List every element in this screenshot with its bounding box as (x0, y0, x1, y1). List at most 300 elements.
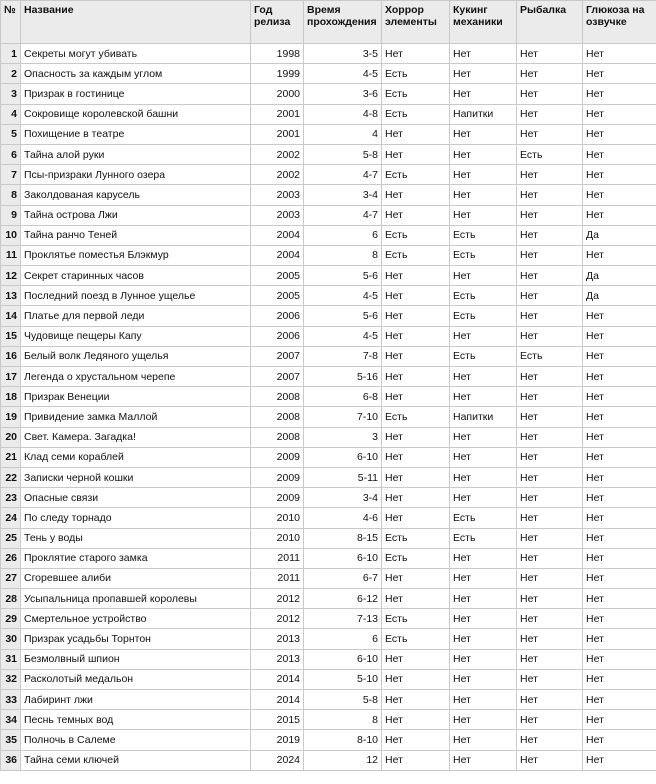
cell-fishing[interactable]: Есть (517, 346, 583, 366)
row-number[interactable]: 5 (1, 124, 21, 144)
cell-time[interactable]: 7-8 (304, 346, 382, 366)
cell-fishing[interactable]: Нет (517, 44, 583, 64)
cell-fishing[interactable]: Нет (517, 205, 583, 225)
cell-year[interactable]: 2010 (251, 528, 304, 548)
cell-glitch[interactable]: Нет (583, 104, 656, 124)
cell-fishing[interactable]: Нет (517, 690, 583, 710)
cell-horror[interactable]: Нет (382, 750, 450, 770)
cell-title[interactable]: Чудовище пещеры Капу (21, 326, 251, 346)
cell-year[interactable]: 2010 (251, 508, 304, 528)
cell-time[interactable]: 4-7 (304, 165, 382, 185)
cell-title[interactable]: Призрак в гостинице (21, 84, 251, 104)
cell-cooking[interactable]: Есть (450, 346, 517, 366)
cell-glitch[interactable]: Нет (583, 165, 656, 185)
row-number[interactable]: 9 (1, 205, 21, 225)
cell-glitch[interactable]: Нет (583, 84, 656, 104)
cell-cooking[interactable]: Нет (450, 649, 517, 669)
cell-title[interactable]: Лабиринт лжи (21, 690, 251, 710)
cell-year[interactable]: 2007 (251, 346, 304, 366)
cell-horror[interactable]: Нет (382, 508, 450, 528)
cell-title[interactable]: Сгоревшее алиби (21, 568, 251, 588)
cell-horror[interactable]: Нет (382, 690, 450, 710)
cell-horror[interactable]: Есть (382, 84, 450, 104)
table-row (1, 690, 656, 710)
cell-cooking[interactable]: Есть (450, 306, 517, 326)
cell-glitch[interactable]: Нет (583, 427, 656, 447)
cell-fishing[interactable]: Нет (517, 407, 583, 427)
cell-horror[interactable]: Есть (382, 609, 450, 629)
row-number[interactable]: 3 (1, 84, 21, 104)
cell-year[interactable]: 2004 (251, 245, 304, 265)
cell-time[interactable]: 8-10 (304, 730, 382, 750)
cell-cooking[interactable]: Нет (450, 629, 517, 649)
cell-title[interactable]: Тайна ранчо Теней (21, 225, 251, 245)
cell-fishing[interactable]: Нет (517, 104, 583, 124)
cell-glitch[interactable]: Нет (583, 589, 656, 609)
cell-fishing[interactable]: Нет (517, 669, 583, 689)
cell-cooking[interactable]: Есть (450, 225, 517, 245)
cell-year[interactable]: 2001 (251, 124, 304, 144)
cell-glitch[interactable]: Нет (583, 64, 656, 84)
cell-horror[interactable]: Нет (382, 669, 450, 689)
cell-glitch[interactable]: Нет (583, 669, 656, 689)
cell-fishing[interactable]: Нет (517, 427, 583, 447)
cell-year[interactable]: 1999 (251, 64, 304, 84)
cell-cooking[interactable]: Есть (450, 508, 517, 528)
cell-time[interactable]: 5-11 (304, 467, 382, 487)
cell-time[interactable]: 8 (304, 245, 382, 265)
row-number[interactable]: 11 (1, 245, 21, 265)
cell-title[interactable]: Песнь темных вод (21, 710, 251, 730)
cell-title[interactable]: Заколдованая карусель (21, 185, 251, 205)
row-number[interactable]: 13 (1, 286, 21, 306)
cell-title[interactable]: Расколотый медальон (21, 669, 251, 689)
cell-glitch[interactable]: Нет (583, 629, 656, 649)
cell-glitch[interactable]: Нет (583, 44, 656, 64)
cell-fishing[interactable]: Нет (517, 165, 583, 185)
cell-horror[interactable]: Есть (382, 407, 450, 427)
row-number[interactable]: 10 (1, 225, 21, 245)
cell-fishing[interactable]: Нет (517, 750, 583, 770)
cell-time[interactable]: 5-8 (304, 144, 382, 164)
cell-title[interactable]: По следу торнадо (21, 508, 251, 528)
cell-year[interactable]: 2008 (251, 427, 304, 447)
cell-time[interactable]: 6-8 (304, 387, 382, 407)
cell-title[interactable]: Тайна алой руки (21, 144, 251, 164)
cell-cooking[interactable]: Нет (450, 84, 517, 104)
table-row (1, 367, 656, 387)
cell-horror[interactable]: Нет (382, 346, 450, 366)
cell-time[interactable]: 5-8 (304, 690, 382, 710)
cell-horror[interactable]: Нет (382, 730, 450, 750)
cell-horror[interactable]: Нет (382, 144, 450, 164)
cell-year[interactable]: 2015 (251, 710, 304, 730)
cell-cooking[interactable]: Нет (450, 64, 517, 84)
cell-cooking[interactable]: Нет (450, 367, 517, 387)
cell-fishing[interactable]: Нет (517, 64, 583, 84)
row-number[interactable]: 26 (1, 548, 21, 568)
cell-fishing[interactable]: Нет (517, 609, 583, 629)
cell-year[interactable]: 2013 (251, 629, 304, 649)
cell-glitch[interactable]: Нет (583, 205, 656, 225)
cell-year[interactable]: 1998 (251, 44, 304, 64)
cell-glitch[interactable]: Нет (583, 447, 656, 467)
row-number[interactable]: 22 (1, 467, 21, 487)
cell-horror[interactable]: Нет (382, 44, 450, 64)
cell-fishing[interactable]: Нет (517, 245, 583, 265)
cell-time[interactable]: 4-7 (304, 205, 382, 225)
cell-year[interactable]: 2009 (251, 467, 304, 487)
cell-horror[interactable]: Нет (382, 568, 450, 588)
cell-cooking[interactable]: Нет (450, 447, 517, 467)
cell-cooking[interactable]: Нет (450, 589, 517, 609)
cell-fishing[interactable]: Нет (517, 467, 583, 487)
header-title[interactable]: Название (21, 1, 251, 44)
cell-cooking[interactable]: Нет (450, 467, 517, 487)
cell-glitch[interactable]: Нет (583, 326, 656, 346)
cell-fishing[interactable]: Нет (517, 124, 583, 144)
cell-fishing[interactable]: Нет (517, 710, 583, 730)
cell-time[interactable]: 4-5 (304, 326, 382, 346)
cell-title[interactable]: Опасность за каждым углом (21, 64, 251, 84)
cell-time[interactable]: 3 (304, 427, 382, 447)
cell-horror[interactable]: Нет (382, 367, 450, 387)
cell-horror[interactable]: Нет (382, 488, 450, 508)
cell-time[interactable]: 6-12 (304, 589, 382, 609)
cell-cooking[interactable]: Нет (450, 124, 517, 144)
cell-year[interactable]: 2003 (251, 205, 304, 225)
cell-title[interactable]: Привидение замка Маллой (21, 407, 251, 427)
cell-time[interactable]: 4 (304, 124, 382, 144)
cell-horror[interactable]: Есть (382, 225, 450, 245)
row-number[interactable]: 21 (1, 447, 21, 467)
cell-title[interactable]: Усыпальница пропавшей королевы (21, 589, 251, 609)
cell-year[interactable]: 2013 (251, 649, 304, 669)
row-number[interactable]: 27 (1, 568, 21, 588)
table-row (1, 508, 656, 528)
cell-time[interactable]: 5-16 (304, 367, 382, 387)
cell-time[interactable]: 3-4 (304, 185, 382, 205)
cell-cooking[interactable]: Нет (450, 44, 517, 64)
header-num[interactable]: № (1, 1, 21, 44)
cell-glitch[interactable]: Нет (583, 568, 656, 588)
cell-glitch[interactable]: Нет (583, 548, 656, 568)
cell-horror[interactable]: Есть (382, 245, 450, 265)
cell-time[interactable]: 3-5 (304, 44, 382, 64)
cell-horror[interactable]: Есть (382, 528, 450, 548)
cell-fishing[interactable]: Нет (517, 508, 583, 528)
cell-title[interactable]: Легенда о хрустальном черепе (21, 367, 251, 387)
row-number[interactable]: 29 (1, 609, 21, 629)
cell-cooking[interactable]: Нет (450, 730, 517, 750)
cell-cooking[interactable]: Нет (450, 165, 517, 185)
row-number[interactable]: 15 (1, 326, 21, 346)
cell-horror[interactable]: Есть (382, 104, 450, 124)
cell-glitch[interactable]: Нет (583, 508, 656, 528)
cell-fishing[interactable]: Нет (517, 528, 583, 548)
cell-title[interactable]: Тайна острова Лжи (21, 205, 251, 225)
cell-time[interactable]: 5-6 (304, 266, 382, 286)
cell-title[interactable]: Секреты могут убивать (21, 44, 251, 64)
header-cooking[interactable]: Кукинг механики (450, 1, 517, 44)
cell-time[interactable]: 6 (304, 225, 382, 245)
row-number[interactable]: 4 (1, 104, 21, 124)
table-row (1, 488, 656, 508)
cell-fishing[interactable]: Нет (517, 488, 583, 508)
cell-fishing[interactable]: Нет (517, 548, 583, 568)
cell-year[interactable]: 2005 (251, 286, 304, 306)
cell-year[interactable]: 2008 (251, 387, 304, 407)
cell-cooking[interactable]: Напитки (450, 407, 517, 427)
row-number[interactable]: 8 (1, 185, 21, 205)
cell-glitch[interactable]: Нет (583, 467, 656, 487)
cell-glitch[interactable]: Да (583, 286, 656, 306)
cell-horror[interactable]: Есть (382, 64, 450, 84)
row-number[interactable]: 17 (1, 367, 21, 387)
cell-title[interactable]: Последний поезд в Лунное ущелье (21, 286, 251, 306)
cell-fishing[interactable]: Нет (517, 326, 583, 346)
row-number[interactable]: 25 (1, 528, 21, 548)
cell-horror[interactable]: Нет (382, 447, 450, 467)
cell-year[interactable]: 2007 (251, 367, 304, 387)
row-number[interactable]: 1 (1, 44, 21, 64)
row-number[interactable]: 19 (1, 407, 21, 427)
cell-horror[interactable]: Есть (382, 548, 450, 568)
cell-year[interactable]: 2009 (251, 488, 304, 508)
cell-year[interactable]: 2012 (251, 609, 304, 629)
cell-cooking[interactable]: Нет (450, 266, 517, 286)
cell-cooking[interactable]: Нет (450, 609, 517, 629)
cell-title[interactable]: Тайна семи ключей (21, 750, 251, 770)
cell-year[interactable]: 2006 (251, 326, 304, 346)
cell-cooking[interactable]: Есть (450, 245, 517, 265)
cell-horror[interactable]: Нет (382, 306, 450, 326)
cell-glitch[interactable]: Нет (583, 367, 656, 387)
row-number[interactable]: 18 (1, 387, 21, 407)
cell-title[interactable]: Тень у воды (21, 528, 251, 548)
row-number[interactable]: 31 (1, 649, 21, 669)
cell-time[interactable]: 4-6 (304, 508, 382, 528)
cell-fishing[interactable]: Нет (517, 730, 583, 750)
row-number[interactable]: 16 (1, 346, 21, 366)
cell-time[interactable]: 3-4 (304, 488, 382, 508)
cell-year[interactable]: 2014 (251, 690, 304, 710)
cell-fishing[interactable]: Нет (517, 286, 583, 306)
cell-title[interactable]: Платье для первой леди (21, 306, 251, 326)
cell-cooking[interactable]: Напитки (450, 104, 517, 124)
row-number[interactable]: 23 (1, 488, 21, 508)
cell-glitch[interactable]: Да (583, 266, 656, 286)
row-number[interactable]: 32 (1, 669, 21, 689)
cell-time[interactable]: 5-10 (304, 669, 382, 689)
cell-time[interactable]: 7-13 (304, 609, 382, 629)
cell-glitch[interactable]: Нет (583, 649, 656, 669)
cell-title[interactable]: Проклятие старого замка (21, 548, 251, 568)
cell-horror[interactable]: Есть (382, 165, 450, 185)
cell-title[interactable]: Призрак Венеции (21, 387, 251, 407)
cell-time[interactable]: 6 (304, 629, 382, 649)
cell-time[interactable]: 3-6 (304, 84, 382, 104)
cell-glitch[interactable]: Нет (583, 750, 656, 770)
cell-glitch[interactable]: Да (583, 225, 656, 245)
cell-title[interactable]: Полночь в Салеме (21, 730, 251, 750)
header-glitch[interactable]: Глюкоза на озвучке (583, 1, 656, 44)
cell-cooking[interactable]: Нет (450, 750, 517, 770)
cell-glitch[interactable]: Нет (583, 144, 656, 164)
cell-glitch[interactable]: Нет (583, 730, 656, 750)
cell-title[interactable]: Смертельное устройство (21, 609, 251, 629)
cell-cooking[interactable]: Нет (450, 710, 517, 730)
cell-title[interactable]: Белый волк Ледяного ущелья (21, 346, 251, 366)
row-number[interactable]: 24 (1, 508, 21, 528)
cell-title[interactable]: Призрак усадьбы Торнтон (21, 629, 251, 649)
row-number[interactable]: 12 (1, 266, 21, 286)
cell-horror[interactable]: Нет (382, 326, 450, 346)
cell-year[interactable]: 2002 (251, 144, 304, 164)
cell-horror[interactable]: Нет (382, 710, 450, 730)
cell-year[interactable]: 2005 (251, 266, 304, 286)
cell-title[interactable]: Сокровище королевской башни (21, 104, 251, 124)
cell-horror[interactable]: Нет (382, 205, 450, 225)
cell-fishing[interactable]: Нет (517, 225, 583, 245)
row-number[interactable]: 6 (1, 144, 21, 164)
header-time[interactable]: Время прохождения (304, 1, 382, 44)
cell-fishing[interactable]: Нет (517, 367, 583, 387)
cell-cooking[interactable]: Нет (450, 427, 517, 447)
cell-glitch[interactable]: Нет (583, 306, 656, 326)
cell-year[interactable]: 2003 (251, 185, 304, 205)
cell-time[interactable]: 8 (304, 710, 382, 730)
cell-title[interactable]: Секрет старинных часов (21, 266, 251, 286)
cell-cooking[interactable]: Нет (450, 669, 517, 689)
row-number[interactable]: 7 (1, 165, 21, 185)
cell-horror[interactable]: Нет (382, 589, 450, 609)
cell-horror[interactable]: Нет (382, 427, 450, 447)
cell-glitch[interactable]: Нет (583, 124, 656, 144)
cell-cooking[interactable]: Нет (450, 690, 517, 710)
cell-cooking[interactable]: Нет (450, 488, 517, 508)
cell-horror[interactable]: Нет (382, 124, 450, 144)
cell-horror[interactable]: Нет (382, 266, 450, 286)
cell-time[interactable]: 7-10 (304, 407, 382, 427)
cell-glitch[interactable]: Нет (583, 185, 656, 205)
cell-fishing[interactable]: Нет (517, 568, 583, 588)
cell-year[interactable]: 2002 (251, 165, 304, 185)
header-year[interactable]: Год релиза (251, 1, 304, 44)
row-number[interactable]: 30 (1, 629, 21, 649)
cell-horror[interactable]: Нет (382, 649, 450, 669)
row-number[interactable]: 34 (1, 710, 21, 730)
cell-time[interactable]: 4-5 (304, 286, 382, 306)
cell-title[interactable]: Похищение в театре (21, 124, 251, 144)
cell-fishing[interactable]: Нет (517, 306, 583, 326)
cell-time[interactable]: 12 (304, 750, 382, 770)
cell-glitch[interactable]: Нет (583, 690, 656, 710)
row-number[interactable]: 33 (1, 690, 21, 710)
cell-time[interactable]: 4-8 (304, 104, 382, 124)
cell-year[interactable]: 2014 (251, 669, 304, 689)
cell-horror[interactable]: Нет (382, 387, 450, 407)
cell-glitch[interactable]: Нет (583, 609, 656, 629)
cell-fishing[interactable]: Нет (517, 649, 583, 669)
cell-time[interactable]: 6-10 (304, 649, 382, 669)
cell-horror[interactable]: Нет (382, 286, 450, 306)
cell-cooking[interactable]: Есть (450, 286, 517, 306)
row-number[interactable]: 14 (1, 306, 21, 326)
cell-cooking[interactable]: Нет (450, 205, 517, 225)
cell-horror[interactable]: Нет (382, 467, 450, 487)
cell-glitch[interactable]: Нет (583, 387, 656, 407)
cell-fishing[interactable]: Нет (517, 387, 583, 407)
cell-cooking[interactable]: Нет (450, 144, 517, 164)
cell-glitch[interactable]: Нет (583, 488, 656, 508)
cell-title[interactable]: Псы-призраки Лунного озера (21, 165, 251, 185)
cell-year[interactable]: 2000 (251, 84, 304, 104)
cell-time[interactable]: 8-15 (304, 528, 382, 548)
header-fishing[interactable]: Рыбалка (517, 1, 583, 44)
cell-time[interactable]: 6-10 (304, 447, 382, 467)
cell-year[interactable]: 2008 (251, 407, 304, 427)
cell-year[interactable]: 2011 (251, 568, 304, 588)
cell-year[interactable]: 2004 (251, 225, 304, 245)
cell-year[interactable]: 2019 (251, 730, 304, 750)
cell-year[interactable]: 2001 (251, 104, 304, 124)
cell-fishing[interactable]: Нет (517, 589, 583, 609)
cell-glitch[interactable]: Нет (583, 346, 656, 366)
cell-fishing[interactable]: Нет (517, 84, 583, 104)
cell-year[interactable]: 2024 (251, 750, 304, 770)
row-number[interactable]: 20 (1, 427, 21, 447)
row-number[interactable]: 35 (1, 730, 21, 750)
cell-glitch[interactable]: Нет (583, 407, 656, 427)
cell-time[interactable]: 4-5 (304, 64, 382, 84)
cell-time[interactable]: 6-7 (304, 568, 382, 588)
cell-title[interactable]: Клад семи кораблей (21, 447, 251, 467)
cell-year[interactable]: 2006 (251, 306, 304, 326)
cell-fishing[interactable]: Нет (517, 447, 583, 467)
header-horror[interactable]: Хоррор элементы (382, 1, 450, 44)
cell-fishing[interactable]: Нет (517, 185, 583, 205)
cell-title[interactable]: Проклятье поместья Блэкмур (21, 245, 251, 265)
cell-cooking[interactable]: Нет (450, 548, 517, 568)
cell-fishing[interactable]: Нет (517, 266, 583, 286)
row-number[interactable]: 2 (1, 64, 21, 84)
cell-cooking[interactable]: Нет (450, 568, 517, 588)
cell-horror[interactable]: Нет (382, 185, 450, 205)
cell-time[interactable]: 5-6 (304, 306, 382, 326)
cell-cooking[interactable]: Нет (450, 185, 517, 205)
cell-horror[interactable]: Есть (382, 629, 450, 649)
cell-title[interactable]: Опасные связи (21, 488, 251, 508)
cell-fishing[interactable]: Нет (517, 629, 583, 649)
cell-year[interactable]: 2009 (251, 447, 304, 467)
cell-fishing[interactable]: Есть (517, 144, 583, 164)
cell-year[interactable]: 2012 (251, 589, 304, 609)
row-number[interactable]: 28 (1, 589, 21, 609)
cell-title[interactable]: Записки черной кошки (21, 467, 251, 487)
cell-title[interactable]: Безмолвный шпион (21, 649, 251, 669)
cell-title[interactable]: Свет. Камера. Загадка! (21, 427, 251, 447)
cell-cooking[interactable]: Нет (450, 326, 517, 346)
cell-glitch[interactable]: Нет (583, 245, 656, 265)
cell-glitch[interactable]: Нет (583, 528, 656, 548)
cell-cooking[interactable]: Нет (450, 387, 517, 407)
cell-cooking[interactable]: Есть (450, 528, 517, 548)
cell-year[interactable]: 2011 (251, 548, 304, 568)
cell-glitch[interactable]: Нет (583, 710, 656, 730)
cell-time[interactable]: 6-10 (304, 548, 382, 568)
row-number[interactable]: 36 (1, 750, 21, 770)
